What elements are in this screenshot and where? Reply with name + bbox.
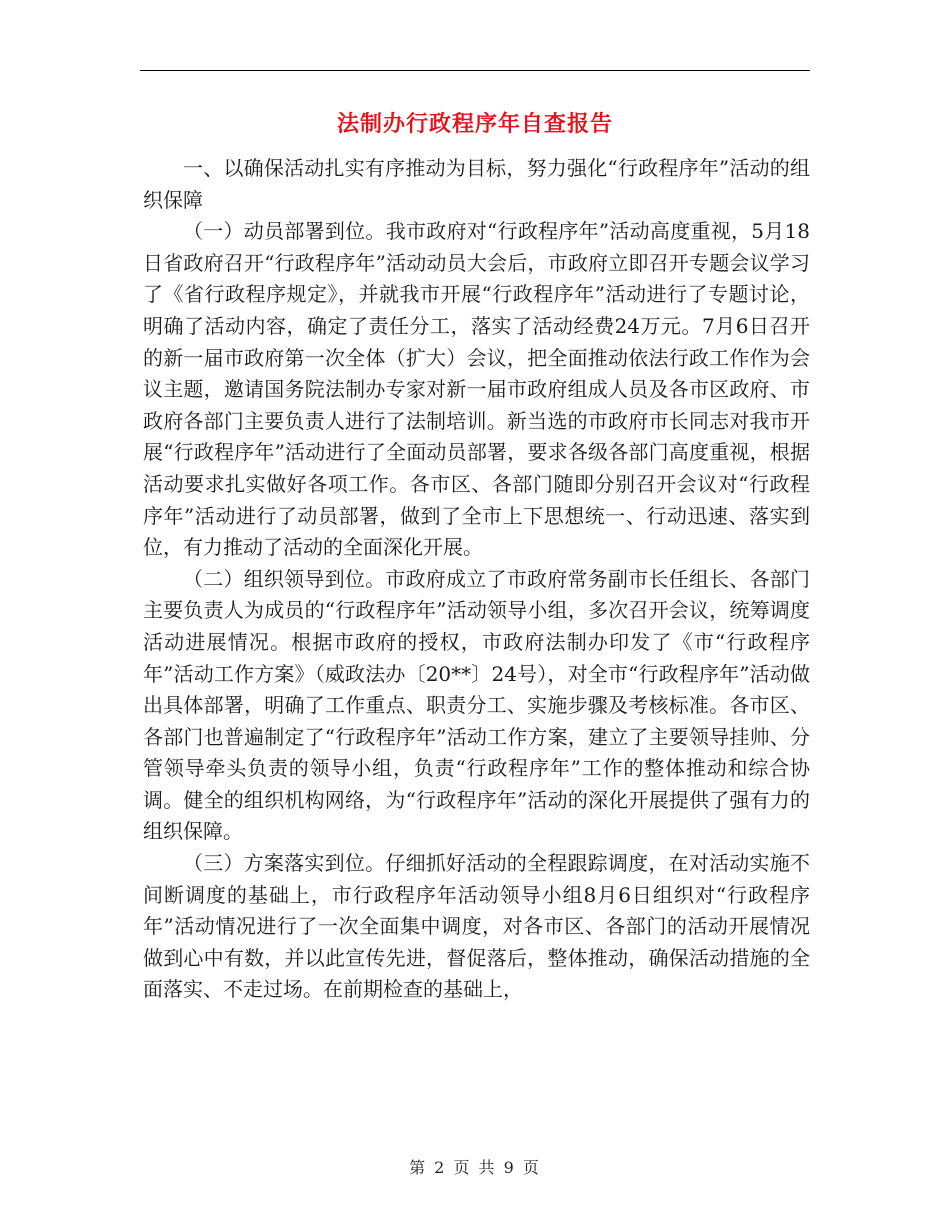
page-number-footer: 第 2 页 共 9 页 [409, 1158, 541, 1177]
document-body [143, 153, 810, 1006]
section-heading-1: 一、以确保活动扎实有序推动为目标，努力强化“行政程序年”活动的组织保障 [143, 156, 810, 212]
document-title: 法制办行政程序年自查报告 [336, 111, 613, 137]
paragraph-mobilization: （一）动员部署到位。我市政府对“行政程序年”活动高度重视，5月18日省政府召开“行政程序年”活动动员大会后，市政府立即召开专题会议学习了《省行政程序规定》，并就我市开展“行政程序年”活动进行了专题讨论，明确了活动内容，确定了责任分工，落实了活动经费24万元。7月6日召开的新一届市政府第一次全体（扩大）会议，把全面推动依法行政工作作为会议主题，邀请国务院法制办专家对新一届市政府组成人员及各市区政府、市政府各部门主要负责人进行了法制培训。新当选的市政府市长同志对我市开展“行政程序年”活动进行了全面动员部署，要求各级各部门高度重视，根据活动要求扎实做好各项工作。各市区、各部门随即分别召开会议对“行政程序年”活动进行了动员部署，做到了全市上下思想统一、行动迅速、落实到位，有力推动了活动的全面深化开展。 [143, 219, 810, 560]
paragraph-organization: （二）组织领导到位。市政府成立了市政府常务副市长任组长、各部门主要负责人为成员的“行政程序年”活动领导小组，多次召开会议，统筹调度活动进展情况。根据市政府的授权，市政府法制办印发了《市“行政程序年”活动工作方案》（威政法办〔20**〕24号），对全市“行政程序年”活动做出具体部署，明确了工作重点、职责分工、实施步骤及考核标准。各市区、各部门也普遍制定了“行政程序年”活动工作方案，建立了主要领导挂帅、分管领导牵头负责的领导小组，负责“行政程序年”工作的整体推动和综合协调。健全的组织机构网络，为“行政程序年”活动的深化开展提供了强有力的组织保障。 [143, 566, 810, 844]
paragraph-implementation: （三）方案落实到位。仔细抓好活动的全程跟踪调度，在对活动实施不间断调度的基础上，市行政程序年活动领导小组8月6日组织对“行政程序年”活动情况进行了一次全面集中调度，对各市区、各部门的活动开展情况做到心中有数，并以此宣传先进，督促落后，整体推动，确保活动措施的全面落实、不走过场。在前期检查的基础上， [143, 851, 810, 1002]
header-rule [140, 70, 810, 71]
